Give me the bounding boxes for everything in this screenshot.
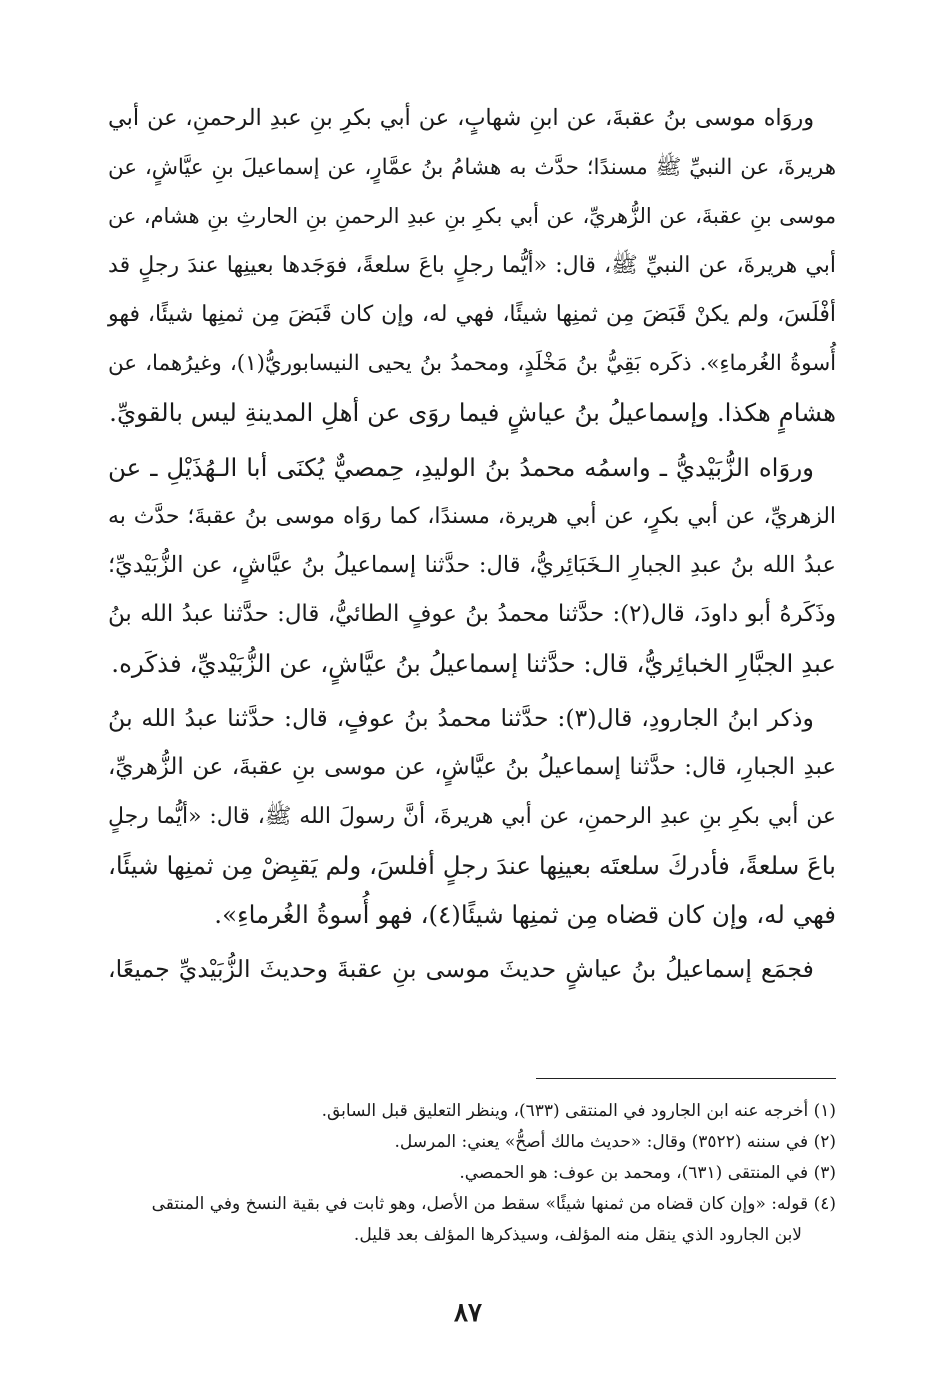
text-line: عبدِ الجبَّارِ الخبائِريُّ، قال: حدَّثنا إسماعيلُ بنُ عيَّاشٍ، عن الزُّبَيْديِّ، فذكَره. (111, 649, 836, 678)
text-line: وذَكَرهُ أبو داودَ، قال(٢): حدَّثنا محمدُ بنُ عوفٍ الطائيُّ، قال: حدَّثنا عبدُ الله بنُ (108, 601, 836, 627)
footnote: (٣) في المنتقى (٦٣١)، ومحمد بن عوف: هو الحمصي. (459, 1163, 836, 1183)
footnote: (٤) قوله: «وإن كان قضاه من ثمنها شيئًا» سقط من الأصل، وهو ثابت في بقية النسخ وفي المنتقى (151, 1194, 836, 1214)
text-line: موسى بنِ عقبةَ، عن الزُّهريِّ، عن أبي بكرِ بنِ عبدِ الرحمنِ بنِ الحارثِ بنِ هشام، عن (108, 204, 836, 228)
text-line: هريرةَ، عن النبيِّ ﷺ مسندًا؛ حدَّث به هشامُ بنُ عمَّارٍ، عن إسماعيلَ بنِ عيَّاشٍ، عن (108, 155, 836, 180)
text-line: وروَاه موسى بنُ عقبةَ، عن ابنِ شهابٍ، عن أبي بكرِ بنِ عبدِ الرحمنِ، عن أبي (108, 105, 814, 131)
text-line: هشامٍ هكذا. وإسماعيلُ بنُ عياشٍ فيما روَى عن أهلِ المدينةِ ليس بالقويِّ. (109, 398, 836, 427)
paragraph (108, 94, 836, 437)
text-line: وروَاه الزُّبَيْديُّ ـ واسمُه محمدُ بنُ الوليدِ، حِمصيٌّ يُكنَى أبا الـهُذَيْلِ ـ عن (108, 453, 814, 482)
footnote: (٢) في سننه (٣٥٢٢) وقال: «حديث مالك أصحُّ» يعني: المرسل. (394, 1132, 836, 1152)
footnotes (108, 1096, 836, 1251)
footnote: (١) أخرجه عنه ابن الجارود في المنتقى (٦٣٣)، وينظر التعليق قبل السابق. (321, 1101, 836, 1121)
paragraph (108, 694, 836, 939)
main-text (108, 94, 836, 994)
text-line: الزهريِّ، عن أبي بكرٍ، عن أبي هريرة، مسندًا، كما روَاه موسى بنُ عقبةَ؛ حدَّث به (108, 504, 836, 529)
text-line: باعَ سلعةً، فأدركَ سلعتَه بعينِها عندَ رجلٍ أفلسَ، ولم يَقبِضْ مِن ثمنِها شيئًا، (108, 851, 836, 880)
text-line: أبي هريرةَ، عن النبيِّ ﷺ، قال: «أيُّما رجلٍ باعَ سلعةً، فوَجَدها بعينِها عندَ رجلٍ قد (108, 253, 836, 278)
text-line: فهي له، وإن كان قضاه مِن ثمنِها شيئًا(٤)، فهو أُسوةُ الغُرماءِ». (214, 900, 836, 929)
text-line: فجمَع إسماعيلُ بنُ عياشٍ حديثَ موسى بنِ عقبةَ وحديثَ الزُّبَيْديِّ جميعًا، (108, 955, 814, 983)
footnote-separator (536, 1078, 836, 1079)
text-line: وذكر ابنُ الجارودِ، قال(٣): حدَّثنا محمدُ بنُ عوفٍ، قال: حدَّثنا عبدُ الله بنُ (108, 704, 814, 732)
text-line: عبدِ الجبارِ، قال: حدَّثنا إسماعيلُ بنُ عيَّاشٍ، عن موسى بنِ عقبةَ، عن الزُّهريِّ، (108, 754, 836, 780)
paragraph (108, 945, 836, 994)
page-number: ٨٧ (454, 1298, 482, 1328)
paragraph (108, 443, 836, 688)
footnote-continuation: لابن الجارود الذي ينقل منه المؤلف، وسيذكرها المؤلف بعد قليل. (353, 1225, 802, 1245)
text-line: عن أبي بكرِ بنِ عبدِ الرحمنِ، عن أبي هريرةَ، أنَّ رسولَ الله ﷺ، قال: «أيُّما رجلٍ (108, 804, 836, 829)
text-line: أُسوةُ الغُرماءِ». ذكَره بَقِيُّ بنُ مَخْلَدٍ، ومحمدُ بنُ يحيى النيسابوريُّ(١)، وغيرُهما، عن (108, 351, 836, 376)
text-line: أفْلَسَ، ولم يكنْ قَبَضَ مِن ثمنِها شيئًا، فهي له، وإن كان قَبَضَ مِن ثمنِها شيئًا، فهو (108, 302, 836, 327)
text-line: عبدُ الله بنُ عبدِ الجبارِ الـخَبَائِريُّ، قال: حدَّثنا إسماعيلُ بنُ عيَّاشٍ، عن الزُّبَيْديِّ؛ (108, 552, 836, 578)
